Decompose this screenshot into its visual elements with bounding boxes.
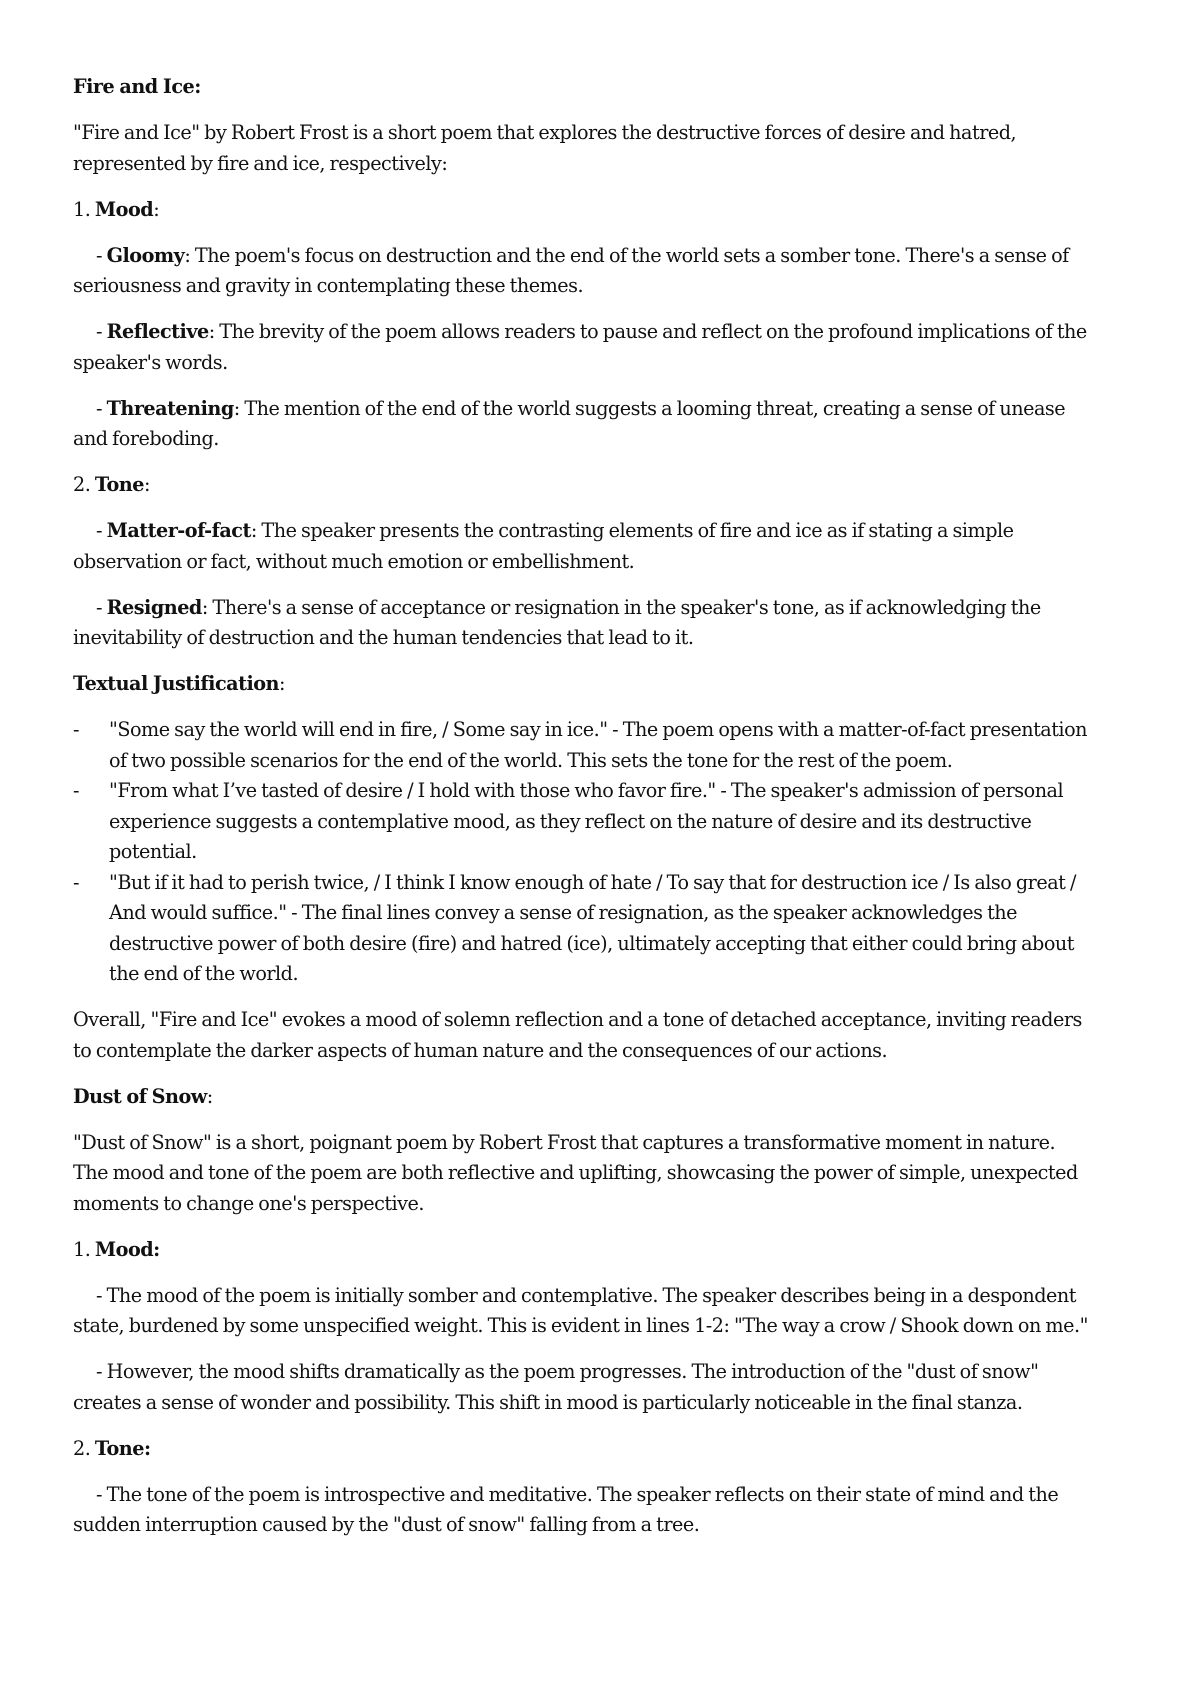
mood-item-reflective: - Reflective: The brevity of the poem allows readers to pause and reflect on the profound implications of the speaker's words. xyxy=(73,320,1087,374)
tone-item-resigned: - Resigned: There's a sense of acceptance or resignation in the speaker's tone, as if acknowledging the inevitability of destruction and the human tendencies that lead to it. xyxy=(73,595,1041,649)
tone-item-matter-of-fact: - Matter-of-fact: The speaker presents the contrasting elements of fire and ice as if stating a simple observation or fact, without much emotion or embellishment. xyxy=(73,519,1014,573)
mood-item-threatening: - Threatening: The mention of the end of the world suggests a looming threat, creating a sense of unease and foreboding. xyxy=(73,396,1066,450)
fire-ice-tone-heading: 2. Tone: xyxy=(73,473,150,496)
fire-ice-overall: Overall, "Fire and Ice" evokes a mood of solemn reflection and a tone of detached acceptance, inviting readers to contemplate the darker aspects of human nature and the consequences of our actions. xyxy=(73,1008,1082,1062)
justification-list xyxy=(73,715,1090,990)
dust-snow-intro: "Dust of Snow" is a short, poignant poem by Robert Frost that captures a transformative moment in nature. The mood and tone of the poem are both reflective and uplifting, showcasing the power of simple, unexpected moments to change one's perspective. xyxy=(73,1130,1078,1215)
list-item: - "Some say the world will end in fire, / Some say in ice." - The poem opens with a matter-of-fact presentation of two possible scenarios for the end of the world. This sets the tone for the rest of the poem. xyxy=(73,718,1087,772)
dust-snow-tone-heading: 2. Tone: xyxy=(73,1436,151,1460)
fire-ice-mood-heading: 1. Mood: xyxy=(73,197,160,221)
list-item: - "From what I’ve tasted of desire / I hold with those who favor fire." - The speaker's admission of personal experience suggests a contemplative mood, as they reflect on the nature of desire and its destructive potential. xyxy=(73,779,1064,863)
list-item: - "But if it had to perish twice, / I think I know enough of hate / To say that for destruction ice / Is also great / And would suffice." - The final lines convey a sense of resignation, as the speaker acknowledges the destructive power of both desire (fire) and hatred (ice), ultimately accepting that either could bring about the end of the world. xyxy=(73,870,1076,985)
fire-ice-intro: "Fire and Ice" by Robert Frost is a short poem that explores the destructive forces of desire and hatred, represented by fire and ice, respectively: xyxy=(73,121,1017,175)
dust-mood-item-1: - The mood of the poem is initially somber and contemplative. The speaker describes being in a despondent state, burdened by some unspecified weight. This is evident in lines 1-2: "The way a crow / Shook down on me." xyxy=(73,1283,1088,1337)
textual-justification-heading: Textual Justification: xyxy=(73,672,285,695)
dust-snow-heading: Dust of Snow: xyxy=(73,1084,213,1108)
dust-tone-item-1: - The tone of the poem is introspective and meditative. The speaker reflects on their state of mind and the sudden interruption caused by the "dust of snow" falling from a tree. xyxy=(73,1482,1059,1536)
fire-ice-heading: Fire and Ice: xyxy=(73,75,201,98)
dust-mood-item-2: - However, the mood shifts dramatically as the poem progresses. The introduction of the "dust of snow" creates a sense of wonder and possibility. This shift in mood is particularly noticeable in the final stanza. xyxy=(73,1360,1039,1414)
mood-item-gloomy: - Gloomy: The poem's focus on destruction and the end of the world sets a somber tone. There's a sense of seriousness and gravity in contemplating these themes. xyxy=(73,243,1069,297)
dust-snow-mood-heading: 1. Mood: xyxy=(73,1237,160,1261)
